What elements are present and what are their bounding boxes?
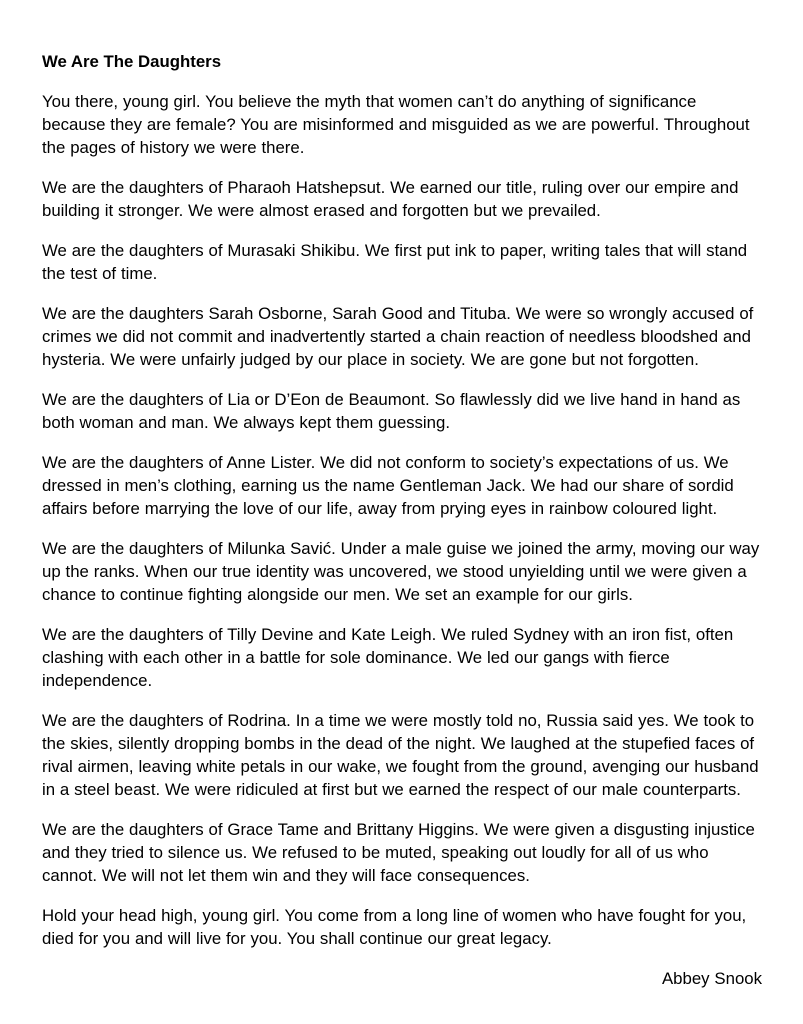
paragraph-salem-women: We are the daughters Sarah Osborne, Sarah Good and Tituba. We were so wrongly accused of crimes we did not commit and inadvertently started a chain reaction of needless bloodshed and hysteria. We were unfairly judged by our place in society. We are gone but not forgotten. [42, 304, 754, 369]
paragraph-anne-lister: We are the daughters of Anne Lister. We did not conform to society’s expectations of us. We dressed in men’s clothing, earning us the name Gentleman Jack. We had our share of sordid affairs before marrying the love of our life, away from prying eyes in rainbow coloured light. [42, 453, 734, 518]
paragraph-deon-de-beaumont: We are the daughters of Lia or D’Eon de Beaumont. So flawlessly did we live hand in hand as both woman and man. We always kept them guessing. [42, 390, 741, 432]
paragraph-rodrina: We are the daughters of Rodrina. In a time we were mostly told no, Russia said yes. We took to the skies, silently dropping bombs in the dead of the night. We laughed at the stupefied faces of rival airmen, leaving white petals in our wake, we fought from the ground, avenging our husband in a steel beast. We were ridiculed at first but we earned the respect of our male counterparts. [42, 711, 759, 799]
paragraph-tame-higgins: We are the daughters of Grace Tame and Brittany Higgins. We were given a disgusting injustice and they tried to silence us. We refused to be muted, speaking out loudly for all of us who cannot. We will not let them win and they will face consequences. [42, 820, 755, 885]
paragraph-devine-leigh: We are the daughters of Tilly Devine and Kate Leigh. We ruled Sydney with an iron fist, often clashing with each other in a battle for sole dominance. We led our gangs with fierce independence. [42, 625, 734, 690]
paragraph-closing: Hold your head high, young girl. You come from a long line of women who have fought for you, died for you and will live for you. You shall continue our great legacy. [42, 906, 747, 948]
paragraph-intro: You there, young girl. You believe the myth that women can’t do anything of significance because they are female? You are misinformed and misguided as we are powerful. Throughout the pages of history we were there. [42, 92, 750, 157]
document-title: We Are The Daughters [42, 52, 222, 71]
paragraph-hatshepsut: We are the daughters of Pharaoh Hatshepsut. We earned our title, ruling over our empire and building it stronger. We were almost erased and forgotten but we prevailed. [42, 178, 739, 220]
paragraph-milunka-savic: We are the daughters of Milunka Savić. Under a male guise we joined the army, moving our way up the ranks. When our true identity was uncovered, we stood unyielding until we were given a chance to continue fighting alongside our men. We set an example for our girls. [42, 539, 760, 604]
paragraph-murasaki-shikibu: We are the daughters of Murasaki Shikibu. We first put ink to paper, writing tales that will stand the test of time. [42, 241, 748, 283]
author-signature: Abbey Snook [661, 969, 762, 988]
